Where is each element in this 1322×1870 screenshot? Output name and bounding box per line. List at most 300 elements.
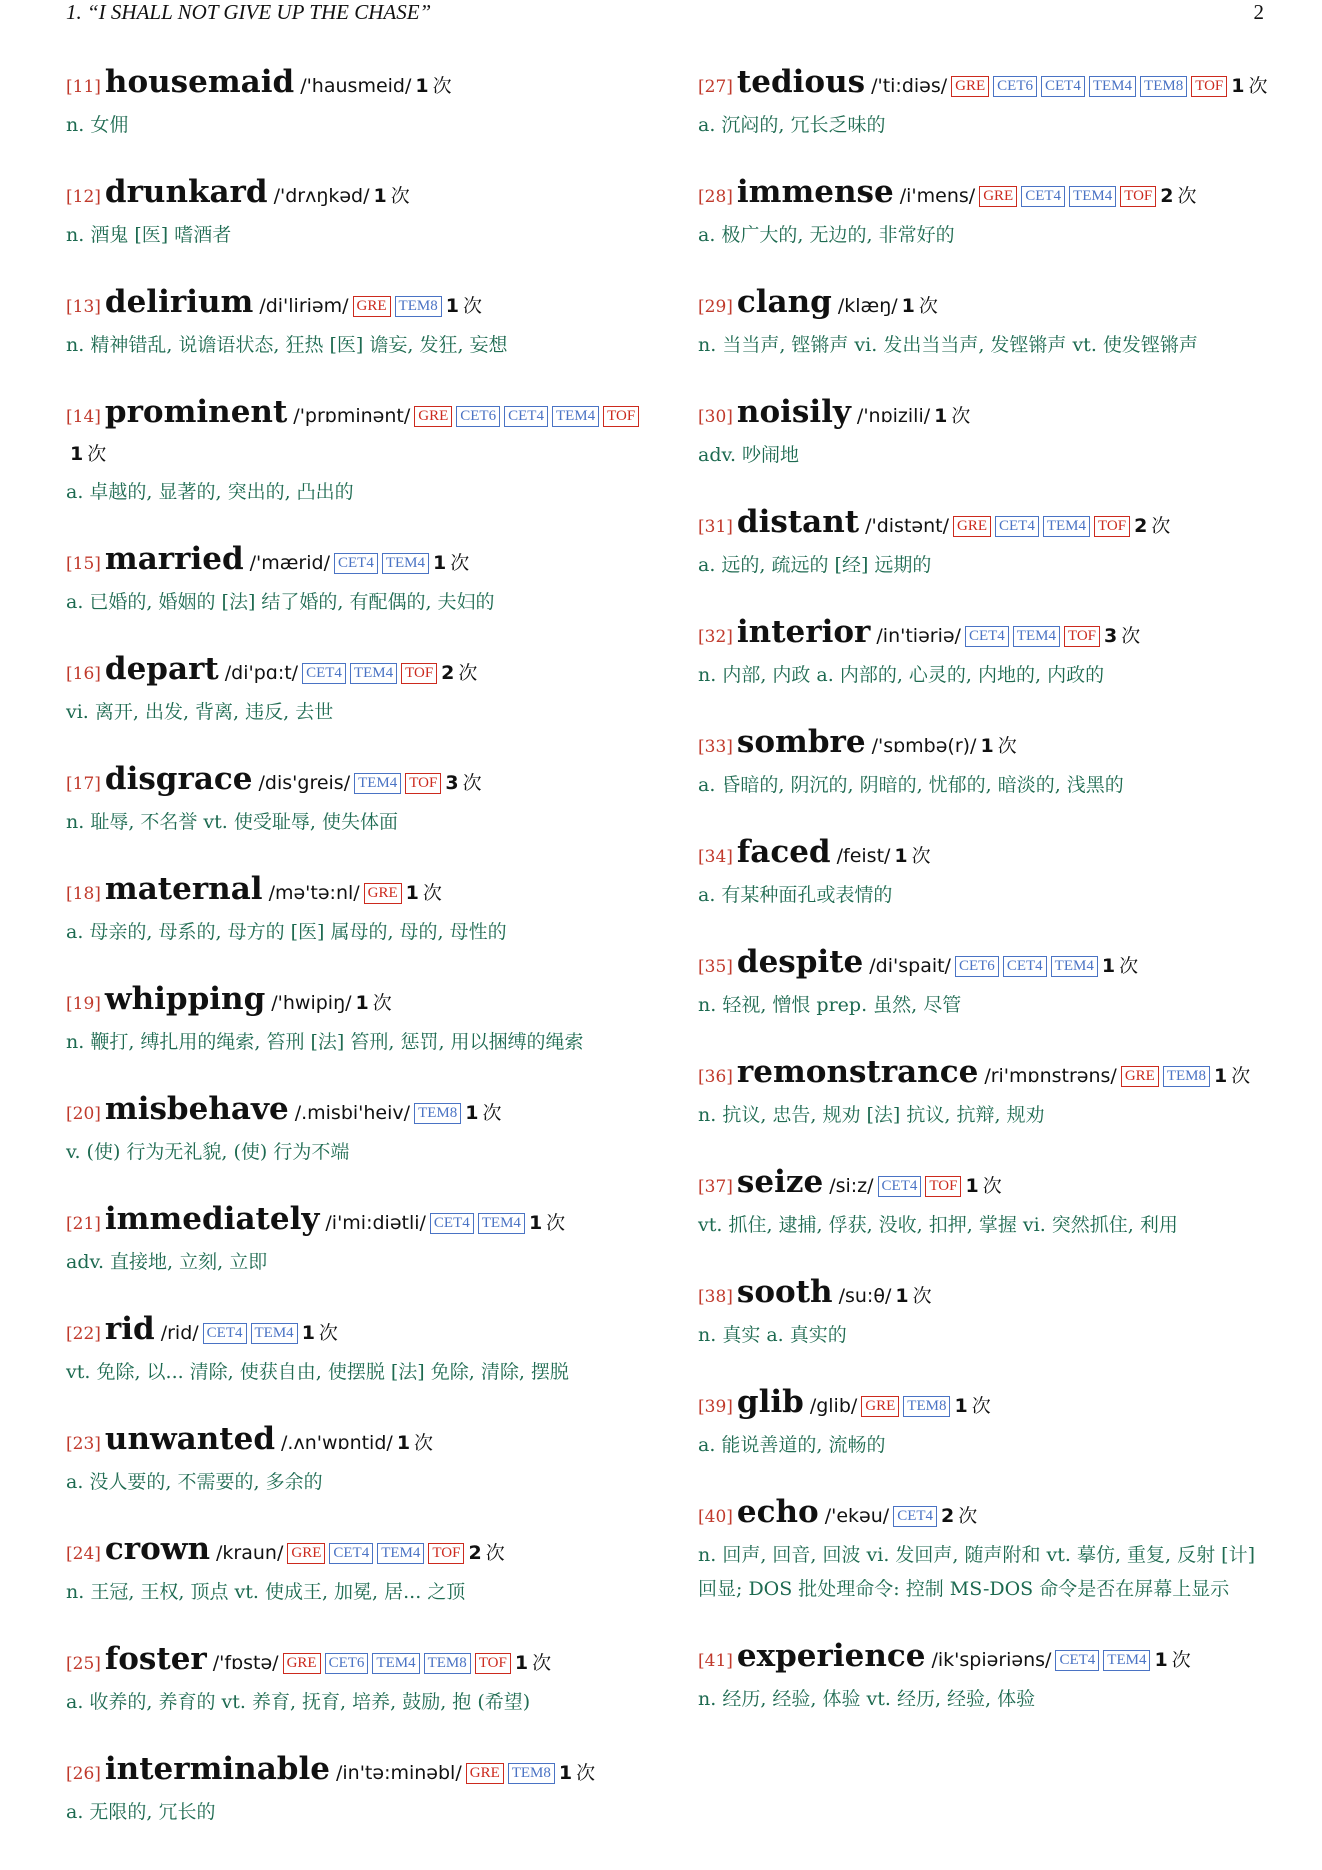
phonetic: /klæŋ/ <box>837 295 898 317</box>
entry-number: [11] <box>66 77 101 97</box>
frequency <box>1214 1065 1250 1087</box>
word-entry <box>698 1054 1274 1132</box>
word-entry <box>698 394 1274 472</box>
exam-tag: CET4 <box>878 1176 922 1197</box>
frequency <box>894 845 930 867</box>
frequency-count: 1 <box>980 735 994 757</box>
frequency <box>374 185 410 207</box>
entry-headline <box>66 871 644 913</box>
frequency-unit: 次 <box>997 735 1017 757</box>
frequency <box>1154 1649 1190 1671</box>
word-entry <box>66 1751 644 1829</box>
frequency-count: 1 <box>895 1285 909 1307</box>
headword: immediately <box>104 1201 320 1237</box>
entry-number: [23] <box>66 1434 101 1454</box>
exam-tag: TEM4 <box>350 663 397 684</box>
entry-number: [38] <box>698 1287 733 1307</box>
frequency-unit: 次 <box>390 185 410 207</box>
frequency <box>954 1395 990 1417</box>
frequency-unit: 次 <box>958 1505 978 1527</box>
frequency-count: 1 <box>1101 955 1116 977</box>
entry-headline <box>66 1091 644 1133</box>
phonetic: /di'pɑ:t/ <box>224 662 299 684</box>
entry-headline <box>66 1641 644 1683</box>
exam-tag: CET6 <box>456 406 500 427</box>
entry-headline <box>698 504 1274 546</box>
exam-tag: TEM4 <box>1103 1650 1150 1671</box>
exam-tag: TOF <box>401 663 437 684</box>
definition: a. 母亲的, 母系的, 母方的 [医] 属母的, 母的, 母性的 <box>66 921 507 943</box>
page-header <box>66 0 1264 26</box>
phonetic: /in'tiəriə/ <box>876 625 961 647</box>
definition: n. 轻视, 憎恨 prep. 虽然, 尽管 <box>698 994 962 1016</box>
exam-tag: CET4 <box>965 626 1009 647</box>
exam-tag: TEM8 <box>424 1653 471 1674</box>
frequency-unit: 次 <box>532 1652 552 1674</box>
exam-tag: TEM4 <box>382 553 429 574</box>
phonetic: /di'liriəm/ <box>259 295 349 317</box>
entry-number: [20] <box>66 1104 101 1124</box>
phonetic: /'prɒminənt/ <box>293 405 411 427</box>
exam-tag: CET4 <box>334 553 378 574</box>
word-entry <box>698 284 1274 362</box>
frequency <box>1102 955 1138 977</box>
entry-headline <box>698 284 1274 326</box>
entry-headline <box>698 1054 1274 1096</box>
entry-headline <box>698 1494 1274 1536</box>
entry-headline <box>66 1311 644 1353</box>
exam-tag: GRE <box>287 1543 325 1564</box>
entry-headline <box>698 1164 1274 1206</box>
word-entry <box>66 761 644 839</box>
exam-tag: GRE <box>353 296 391 317</box>
headword: crown <box>104 1531 211 1567</box>
phonetic: /mə'tə:nl/ <box>268 882 360 904</box>
entry-headline <box>66 64 644 106</box>
exam-tag: GRE <box>283 1653 321 1674</box>
frequency <box>941 1505 977 1527</box>
frequency-count: 1 <box>433 552 447 574</box>
exam-tag: TEM4 <box>354 773 401 794</box>
word-entry <box>66 1201 644 1279</box>
frequency-unit: 次 <box>1177 185 1197 207</box>
phonetic: /'nɒizili/ <box>856 405 931 427</box>
frequency-unit: 次 <box>912 1285 932 1307</box>
entry-number: [40] <box>698 1507 733 1527</box>
entry-headline <box>698 944 1274 986</box>
exam-tag: GRE <box>979 186 1017 207</box>
entry-number: [35] <box>698 957 733 977</box>
frequency-count: 1 <box>355 992 369 1014</box>
entry-headline <box>66 981 644 1023</box>
phonetic: /dis'greis/ <box>258 772 351 794</box>
entry-headline <box>698 834 1274 876</box>
frequency-count: 1 <box>514 1652 529 1674</box>
frequency-count: 1 <box>445 295 459 317</box>
exam-tag: TEM4 <box>1043 516 1090 537</box>
entry-headline <box>66 284 644 326</box>
exam-tag: CET4 <box>1055 1650 1099 1671</box>
headword: foster <box>104 1641 207 1677</box>
frequency-count: 1 <box>965 1175 979 1197</box>
frequency <box>529 1212 565 1234</box>
phonetic: /ri'mɒnstrəns/ <box>984 1065 1117 1087</box>
entry-headline <box>698 1638 1274 1680</box>
phonetic: /'drʌŋkəd/ <box>273 185 370 207</box>
phonetic: /kraun/ <box>216 1542 284 1564</box>
frequency <box>441 662 477 684</box>
exam-tag: TEM4 <box>377 1543 424 1564</box>
frequency-unit: 次 <box>482 1102 502 1124</box>
definition: a. 昏暗的, 阴沉的, 阴暗的, 忧郁的, 暗淡的, 浅黑的 <box>698 774 1124 796</box>
entry-headline <box>66 541 644 583</box>
entry-number: [39] <box>698 1397 733 1417</box>
frequency-count: 3 <box>1104 625 1118 647</box>
word-entry <box>66 284 644 362</box>
phonetic: /'ekəu/ <box>824 1505 890 1527</box>
exam-tag: TEM4 <box>1013 626 1060 647</box>
frequency <box>515 1652 551 1674</box>
phonetic: /i'mi:diətli/ <box>325 1212 426 1234</box>
word-entry <box>66 1641 644 1719</box>
definition: vt. 抓住, 逮捕, 俘获, 没收, 扣押, 掌握 vi. 突然抓住, 利用 <box>698 1214 1178 1236</box>
chapter-title: 1. “I SHALL NOT GIVE UP THE CHASE” <box>66 0 432 24</box>
definition: n. 鞭打, 缚扎用的绳索, 笞刑 [法] 笞刑, 惩罚, 用以捆缚的绳索 <box>66 1031 584 1053</box>
headword: rid <box>104 1311 155 1347</box>
entry-number: [41] <box>698 1651 733 1671</box>
word-entry <box>698 64 1274 142</box>
frequency-unit: 次 <box>546 1212 566 1234</box>
left-column <box>66 64 644 1861</box>
headword: whipping <box>104 981 266 1017</box>
definition: adv. 吵闹地 <box>698 444 800 466</box>
frequency-count: 1 <box>465 1102 479 1124</box>
phonetic: /di'spait/ <box>869 955 951 977</box>
phonetic: /'sɒmbə(r)/ <box>871 735 977 757</box>
exam-tag: CET4 <box>995 516 1039 537</box>
headword: seize <box>736 1164 824 1200</box>
phonetic: /.ʌn'wɒntid/ <box>281 1432 393 1454</box>
exam-tag: CET4 <box>302 663 346 684</box>
headword: glib <box>736 1384 804 1420</box>
exam-tag: TOF <box>475 1653 511 1674</box>
frequency-count: 2 <box>941 1505 955 1527</box>
entry-number: [26] <box>66 1764 101 1784</box>
frequency <box>965 1175 1001 1197</box>
definition: vt. 免除, 以... 清除, 使获自由, 使摆脱 [法] 免除, 清除, 摆脱 <box>66 1361 569 1383</box>
exam-tag: CET6 <box>993 76 1037 97</box>
headword: drunkard <box>104 174 268 210</box>
exam-tag: TOF <box>925 1176 961 1197</box>
word-entry <box>698 724 1274 802</box>
exam-tag: TEM8 <box>1140 76 1187 97</box>
frequency-count: 2 <box>1160 185 1174 207</box>
exam-tag: CET4 <box>1021 186 1065 207</box>
frequency-unit: 次 <box>450 552 470 574</box>
exam-tag: TOF <box>603 406 639 427</box>
word-entry <box>698 1638 1274 1716</box>
phonetic: /'distənt/ <box>865 515 949 537</box>
frequency <box>446 295 482 317</box>
entry-headline <box>698 174 1274 216</box>
definition: n. 王冠, 王权, 顶点 vt. 使成王, 加冕, 居... 之顶 <box>66 1581 466 1603</box>
phonetic: /'mærid/ <box>249 552 330 574</box>
frequency <box>415 75 451 97</box>
phonetic: /'fɒstə/ <box>212 1652 279 1674</box>
exam-tag: TOF <box>1120 186 1156 207</box>
word-entry <box>66 981 644 1059</box>
frequency <box>934 405 970 427</box>
frequency-unit: 次 <box>458 662 478 684</box>
exam-tag: GRE <box>953 516 991 537</box>
frequency-unit: 次 <box>432 75 452 97</box>
definition: n. 精神错乱, 说谵语状态, 狂热 [医] 谵妄, 发狂, 妄想 <box>66 334 508 356</box>
frequency <box>1160 185 1196 207</box>
entry-number: [15] <box>66 554 101 574</box>
entry-number: [27] <box>698 77 733 97</box>
definition: n. 当当声, 铿锵声 vi. 发出当当声, 发铿锵声 vt. 使发铿锵声 <box>698 334 1198 356</box>
headword: prominent <box>104 394 288 430</box>
headword: depart <box>104 651 219 687</box>
frequency <box>70 443 106 465</box>
exam-tag: CET4 <box>329 1543 373 1564</box>
entry-number: [29] <box>698 297 733 317</box>
frequency <box>433 552 469 574</box>
word-entry <box>698 174 1274 252</box>
headword: disgrace <box>104 761 253 797</box>
word-entry <box>66 651 644 729</box>
entry-number: [17] <box>66 774 101 794</box>
frequency-unit: 次 <box>1119 955 1139 977</box>
exam-tag: GRE <box>364 883 402 904</box>
word-entry <box>698 1164 1274 1242</box>
definition: a. 没人要的, 不需要的, 多余的 <box>66 1471 323 1493</box>
word-entry <box>66 174 644 252</box>
definition: v. (使) 行为无礼貌, (使) 行为不端 <box>66 1141 350 1163</box>
entry-headline <box>698 1274 1274 1316</box>
phonetic: /si:z/ <box>829 1175 874 1197</box>
frequency <box>1104 625 1140 647</box>
frequency-count: 1 <box>301 1322 315 1344</box>
headword: tedious <box>736 64 866 100</box>
frequency-unit: 次 <box>1151 515 1171 537</box>
word-entry <box>66 1311 644 1389</box>
entry-number: [33] <box>698 737 733 757</box>
word-entry <box>66 1421 644 1499</box>
entry-headline <box>66 761 644 803</box>
headword: housemaid <box>104 64 295 100</box>
phonetic: /rid/ <box>160 1322 199 1344</box>
entry-headline <box>698 394 1274 436</box>
entry-number: [24] <box>66 1544 101 1564</box>
word-entry <box>66 1091 644 1169</box>
definition: n. 耻辱, 不名誉 vt. 使受耻辱, 使失体面 <box>66 811 398 833</box>
phonetic: /i'mens/ <box>899 185 976 207</box>
frequency-unit: 次 <box>462 295 482 317</box>
frequency-count: 1 <box>1154 1649 1168 1671</box>
exam-tag: TEM4 <box>1051 956 1098 977</box>
definition: a. 已婚的, 婚姻的 [法] 结了婚的, 有配偶的, 夫妇的 <box>66 591 495 613</box>
entry-headline <box>698 64 1274 106</box>
definition: n. 经历, 经验, 体验 vt. 经历, 经验, 体验 <box>698 1688 1036 1710</box>
entry-headline <box>66 1421 644 1463</box>
frequency-unit: 次 <box>372 992 392 1014</box>
word-entry <box>66 64 644 142</box>
phonetic: /glib/ <box>809 1395 858 1417</box>
frequency-unit: 次 <box>318 1322 338 1344</box>
frequency-count: 1 <box>70 443 84 465</box>
exam-tag: TEM4 <box>478 1213 525 1234</box>
entry-number: [34] <box>698 847 733 867</box>
frequency-count: 1 <box>894 845 908 867</box>
entry-headline <box>698 724 1274 766</box>
frequency-unit: 次 <box>414 1432 434 1454</box>
frequency-unit: 次 <box>911 845 931 867</box>
exam-tag: TEM4 <box>1089 76 1136 97</box>
entry-headline <box>66 1201 644 1243</box>
word-entry <box>66 1531 644 1609</box>
frequency-count: 1 <box>1214 1065 1228 1087</box>
entry-number: [13] <box>66 297 101 317</box>
entry-headline <box>66 394 644 473</box>
exam-tag: CET4 <box>504 406 548 427</box>
frequency-count: 1 <box>373 185 387 207</box>
exam-tag: GRE <box>861 1396 899 1417</box>
definition: n. 酒鬼 [医] 嗜酒者 <box>66 224 232 246</box>
frequency <box>302 1322 338 1344</box>
frequency <box>445 772 481 794</box>
exam-tag: TEM8 <box>903 1396 950 1417</box>
frequency-unit: 次 <box>982 1175 1002 1197</box>
entry-number: [28] <box>698 187 733 207</box>
word-entry <box>698 614 1274 692</box>
frequency-unit: 次 <box>1248 75 1268 97</box>
headword: despite <box>736 944 864 980</box>
entry-number: [16] <box>66 664 101 684</box>
frequency-unit: 次 <box>951 405 971 427</box>
headword: remonstrance <box>736 1054 979 1090</box>
phonetic: /'ti:diəs/ <box>871 75 948 97</box>
frequency <box>468 1542 504 1564</box>
entry-headline <box>66 1751 644 1793</box>
headword: immense <box>736 174 894 210</box>
frequency-count: 1 <box>415 75 429 97</box>
frequency-unit: 次 <box>918 295 938 317</box>
frequency <box>1231 75 1267 97</box>
headword: maternal <box>104 871 263 907</box>
frequency-count: 1 <box>405 882 419 904</box>
page-number: 2 <box>1253 0 1264 24</box>
word-entry <box>698 1494 1274 1606</box>
headword: sombre <box>736 724 866 760</box>
exam-tag: TEM8 <box>1163 1066 1210 1087</box>
frequency-count: 1 <box>901 295 915 317</box>
definition: a. 远的, 疏远的 [经] 远期的 <box>698 554 932 576</box>
exam-tag: TOF <box>405 773 441 794</box>
entry-number: [36] <box>698 1067 733 1087</box>
frequency-unit: 次 <box>422 882 442 904</box>
frequency <box>356 992 392 1014</box>
phonetic: /.misbi'heiv/ <box>294 1102 411 1124</box>
phonetic: /'hausmeid/ <box>300 75 412 97</box>
exam-tag: GRE <box>466 1763 504 1784</box>
frequency <box>895 1285 931 1307</box>
frequency-unit: 次 <box>1231 1065 1251 1087</box>
headword: clang <box>736 284 832 320</box>
entry-number: [18] <box>66 884 101 904</box>
exam-tag: TEM4 <box>372 1653 419 1674</box>
exam-tag: GRE <box>1121 1066 1159 1087</box>
exam-tag: TOF <box>1094 516 1130 537</box>
frequency <box>1134 515 1170 537</box>
headword: unwanted <box>104 1421 276 1457</box>
frequency-unit: 次 <box>87 443 107 465</box>
frequency-unit: 次 <box>576 1762 596 1784</box>
definition: a. 有某种面孔或表情的 <box>698 884 893 906</box>
definition: adv. 直接地, 立刻, 立即 <box>66 1251 268 1273</box>
phonetic: /feist/ <box>836 845 891 867</box>
frequency <box>980 735 1016 757</box>
phonetic: /in'tə:minəbl/ <box>335 1762 462 1784</box>
headword: sooth <box>736 1274 833 1310</box>
exam-tag: CET4 <box>203 1323 247 1344</box>
phonetic: /su:θ/ <box>838 1285 892 1307</box>
frequency-unit: 次 <box>1171 1649 1191 1671</box>
frequency <box>902 295 938 317</box>
frequency-count: 1 <box>954 1395 968 1417</box>
word-entry <box>66 871 644 949</box>
exam-tag: TEM4 <box>1069 186 1116 207</box>
exam-tag: TEM8 <box>414 1103 461 1124</box>
exam-tag: CET4 <box>1041 76 1085 97</box>
word-entry <box>698 1384 1274 1462</box>
entry-number: [32] <box>698 627 733 647</box>
exam-tag: GRE <box>414 406 452 427</box>
definition: n. 抗议, 忠告, 规劝 [法] 抗议, 抗辩, 规劝 <box>698 1104 1045 1126</box>
exam-tag: TOF <box>1064 626 1100 647</box>
frequency <box>465 1102 501 1124</box>
headword: married <box>104 541 244 577</box>
entry-headline <box>698 614 1274 656</box>
frequency-count: 1 <box>396 1432 411 1454</box>
word-entry <box>698 1274 1274 1352</box>
exam-tag: TEM8 <box>395 296 442 317</box>
frequency-unit: 次 <box>462 772 482 794</box>
headword: interior <box>736 614 871 650</box>
entry-headline <box>66 651 644 693</box>
entry-number: [12] <box>66 187 101 207</box>
phonetic: /'hwipiŋ/ <box>271 992 352 1014</box>
frequency-count: 2 <box>441 662 455 684</box>
entry-headline <box>698 1384 1274 1426</box>
right-column <box>698 64 1274 1748</box>
headword: echo <box>736 1494 819 1530</box>
exam-tag: CET6 <box>325 1653 369 1674</box>
entry-number: [19] <box>66 994 101 1014</box>
exam-tag: CET4 <box>1003 956 1047 977</box>
frequency-unit: 次 <box>971 1395 991 1417</box>
definition: a. 收养的, 养育的 vt. 养育, 抚育, 培养, 鼓励, 抱 (希望) <box>66 1691 531 1713</box>
entry-number: [22] <box>66 1324 101 1344</box>
definition: a. 卓越的, 显著的, 突出的, 凸出的 <box>66 481 354 503</box>
word-entry <box>698 944 1274 1022</box>
headword: misbehave <box>104 1091 289 1127</box>
headword: experience <box>736 1638 926 1674</box>
word-entry <box>66 394 644 509</box>
definition: a. 沉闷的, 冗长乏味的 <box>698 114 886 136</box>
definition: n. 真实 a. 真实的 <box>698 1324 847 1346</box>
frequency-unit: 次 <box>1121 625 1141 647</box>
